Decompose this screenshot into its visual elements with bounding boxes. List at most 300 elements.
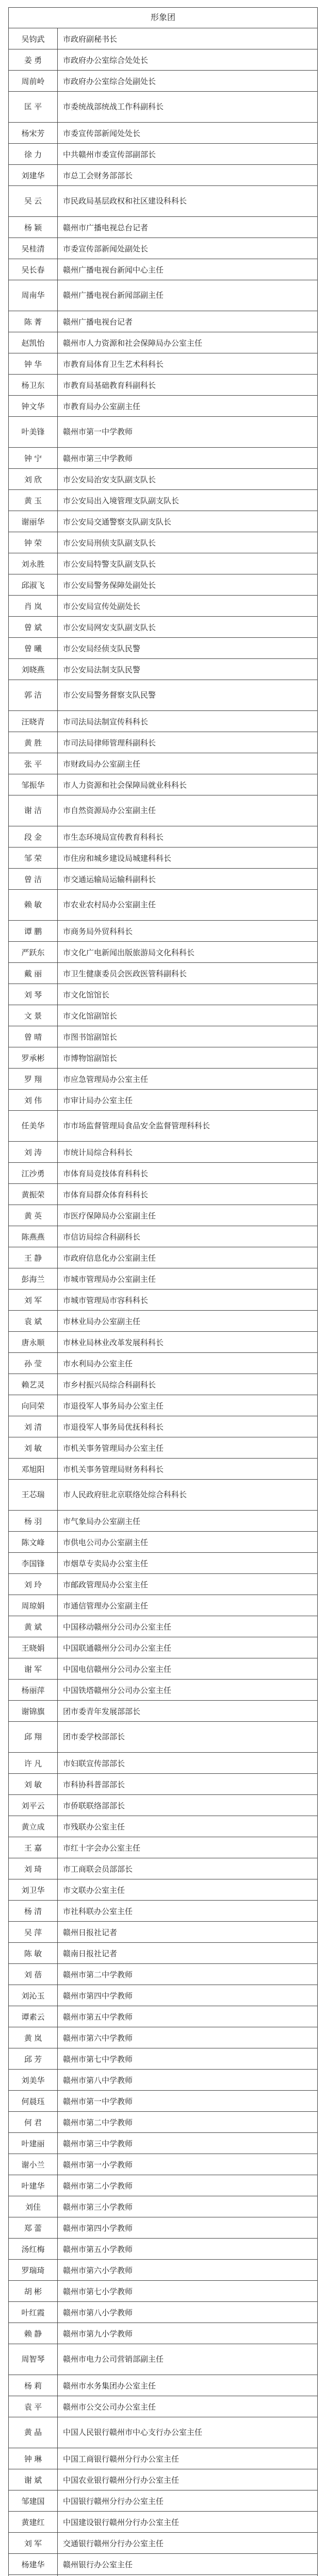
row-name: 谭素云 [9, 2006, 58, 2027]
row-name: 谢丽华 [9, 511, 58, 532]
row-name: 杨丽萍 [9, 1680, 58, 1701]
table-row [9, 1374, 318, 1395]
row-name: 段 金 [9, 826, 58, 848]
row-name: 戴 丽 [9, 963, 58, 984]
table-row [9, 2417, 318, 2448]
row-name: 王 静 [9, 1247, 58, 1268]
row-role: 市退役军人事务局办公室主任 [58, 1395, 318, 1416]
table-row [9, 2027, 318, 2048]
table-row [9, 1595, 318, 1616]
row-role: 市政府办公室综合处处长 [58, 49, 318, 71]
table-row [9, 1311, 318, 1332]
row-role: 市科协科普部部长 [58, 1774, 318, 1795]
row-role: 市教育局办公室副主任 [58, 396, 318, 417]
row-name: 刘建华 [9, 165, 58, 186]
row-name: 黄 玉 [9, 490, 58, 511]
row-name: 何晨珏 [9, 2091, 58, 2112]
row-name: 刘晓燕 [9, 659, 58, 680]
row-name: 邹 荣 [9, 848, 58, 869]
row-name: 黄 胜 [9, 732, 58, 753]
row-role: 市通信管理办公室副主任 [58, 1595, 318, 1616]
row-role: 市公安局刑侦支队副支队长 [58, 532, 318, 553]
row-role: 市医疗保障局办公室副主任 [58, 1205, 318, 1226]
table-row [9, 2112, 318, 2133]
row-name: 何 君 [9, 2112, 58, 2133]
table-row [9, 1184, 318, 1205]
table-row [9, 217, 318, 238]
row-name: 袁 斌 [9, 1311, 58, 1332]
table-row [9, 984, 318, 1005]
row-role: 赣州市第三中学教师 [58, 448, 318, 469]
row-name: 汪晓青 [9, 711, 58, 732]
row-role: 赣州市第二小学教师 [58, 2175, 318, 2196]
table-row [9, 1395, 318, 1416]
row-role: 赣州市第六中学教师 [58, 2027, 318, 2048]
row-name: 彭海兰 [9, 1268, 58, 1290]
table-row [9, 1616, 318, 1637]
row-role: 市委宣传部新闻处处长 [58, 123, 318, 144]
row-role: 市博物馆副馆长 [58, 1047, 318, 1069]
row-name: 匡 平 [9, 92, 58, 123]
table-row [9, 92, 318, 123]
row-name: 孙 莹 [9, 1353, 58, 1374]
row-name: 徐 力 [9, 144, 58, 165]
row-role: 市农业农村局办公室副主任 [58, 890, 318, 921]
row-name: 黄振荣 [9, 1184, 58, 1205]
row-role: 中国建设银行赣州分行办公室主任 [58, 2512, 318, 2533]
row-name: 钟 荣 [9, 532, 58, 553]
row-name: 刘卫华 [9, 1879, 58, 1901]
row-role: 市住房和城乡建设局城建科科长 [58, 848, 318, 869]
table-title: 形象团 [8, 7, 318, 28]
row-role: 市卫生健康委员会医政医管科副科长 [58, 963, 318, 984]
row-role: 市水利局办公室主任 [58, 1353, 318, 1374]
row-name: 叶建华 [9, 2175, 58, 2196]
table-row [9, 753, 318, 774]
row-role: 赣州市第八小学教师 [58, 2302, 318, 2323]
table-row [9, 353, 318, 375]
row-role: 市公安局警务督察支队民警 [58, 680, 318, 711]
row-role: 中共赣州市委宣传部副部长 [58, 144, 318, 165]
table-row [9, 532, 318, 553]
row-role: 市林业局林业改革发展科科长 [58, 1332, 318, 1353]
row-name: 王芯瑞 [9, 1480, 58, 1511]
row-role: 团市委青年发展部部长 [58, 1701, 318, 1722]
row-name: 曾 斌 [9, 617, 58, 638]
row-name: 杨 莉 [9, 2375, 58, 2396]
row-role: 市公安局法制支队民警 [58, 659, 318, 680]
table-row [9, 1416, 318, 1437]
table-row [9, 490, 318, 511]
row-name: 刘 欣 [9, 469, 58, 490]
row-name: 罗承彬 [9, 1047, 58, 1069]
table-row [9, 280, 318, 311]
row-role: 赣州广播电视台新闻部副主任 [58, 280, 318, 311]
table-row [9, 659, 318, 680]
row-name: 赖艺灵 [9, 1374, 58, 1395]
table-row [9, 1532, 318, 1553]
table-row [9, 2070, 318, 2091]
table-row [9, 511, 318, 532]
row-role: 赣州市第四中学教师 [58, 1985, 318, 2006]
row-name: 黄 岚 [9, 2027, 58, 2048]
table-row [9, 1090, 318, 1111]
row-role: 市公安局警务保障处副处长 [58, 574, 318, 596]
table-row [9, 375, 318, 396]
table-row [9, 2469, 318, 2490]
table-row [9, 2006, 318, 2027]
row-role: 市体育局竞技体育科科长 [58, 1163, 318, 1184]
table-row [9, 2554, 318, 2575]
table-row [9, 2490, 318, 2512]
row-name: 陈文峰 [9, 1532, 58, 1553]
row-role: 市委宣传部新闻处副处长 [58, 238, 318, 259]
row-name: 杨 清 [9, 1901, 58, 1922]
row-name: 叶建丽 [9, 2133, 58, 2154]
row-role: 市公安局出入境管理支队副支队长 [58, 490, 318, 511]
row-name: 钟 华 [9, 353, 58, 375]
table-row [9, 2512, 318, 2533]
row-role: 赣州市电力公司营销部副主任 [58, 2344, 318, 2375]
table-row [9, 1858, 318, 1879]
table-row [9, 1163, 318, 1184]
row-role: 赣州市广播电视总台记者 [58, 217, 318, 238]
row-role: 市社科联办公室主任 [58, 1901, 318, 1922]
row-name: 严跃东 [9, 942, 58, 963]
row-name: 叶红霞 [9, 2302, 58, 2323]
row-name: 陈 菁 [9, 311, 58, 332]
table-row [9, 1069, 318, 1090]
row-name: 陈 敏 [9, 1943, 58, 1964]
row-name: 罗瑞琦 [9, 2260, 58, 2281]
row-name: 杨卫东 [9, 375, 58, 396]
row-name: 杨建华 [9, 2554, 58, 2575]
row-name: 杨 羽 [9, 1511, 58, 1532]
row-role: 市人民政府驻北京联络处综合科科长 [58, 1480, 318, 1511]
table-row [9, 1795, 318, 1816]
row-role: 市城市管理局办公室副主任 [58, 1268, 318, 1290]
document [8, 0, 318, 2576]
row-name: 李国锋 [9, 1553, 58, 1574]
row-role: 市图书馆副馆长 [58, 1026, 318, 1047]
row-name: 刘永胜 [9, 553, 58, 574]
table-row [9, 238, 318, 259]
row-role: 市机关事务管理局财务科科长 [58, 1459, 318, 1480]
row-role: 市公安局治安支队副支队长 [58, 469, 318, 490]
row-role: 市商务局外贸科科长 [58, 921, 318, 942]
row-name: 刘 琴 [9, 984, 58, 1005]
row-name: 吴 云 [9, 186, 58, 217]
row-name: 曾 洁 [9, 869, 58, 890]
table-row [9, 1511, 318, 1532]
row-role: 赣州市第三小学教师 [58, 2196, 318, 2217]
table-row [9, 2533, 318, 2554]
row-role: 市文化馆馆长 [58, 984, 318, 1005]
table-row [9, 417, 318, 448]
row-name: 黄 英 [9, 1205, 58, 1226]
row-name: 谢 斌 [9, 2469, 58, 2490]
row-role: 市应急管理局办公室主任 [58, 1069, 318, 1090]
row-name: 周南华 [9, 280, 58, 311]
table-row [9, 1247, 318, 1268]
table-row [9, 1332, 318, 1353]
row-role: 中国移动赣州分公司办公室主任 [58, 1616, 318, 1637]
roster-table [8, 28, 318, 2576]
row-name: 刘沁玉 [9, 1985, 58, 2006]
table-row [9, 2048, 318, 2070]
row-name: 刘 军 [9, 2533, 58, 2554]
row-name: 向同荣 [9, 1395, 58, 1416]
row-name: 邹建国 [9, 2490, 58, 2512]
row-name: 汤红梅 [9, 2239, 58, 2260]
row-name: 刘 敏 [9, 1774, 58, 1795]
row-role: 赣州市公交公司办公室主任 [58, 2396, 318, 2417]
table-row [9, 144, 318, 165]
table-row [9, 1268, 318, 1290]
table-row [9, 942, 318, 963]
table-row [9, 2091, 318, 2112]
row-name: 张 平 [9, 753, 58, 774]
table-row [9, 2175, 318, 2196]
row-name: 许 凡 [9, 1753, 58, 1774]
row-role: 赣州市第五中学教师 [58, 2006, 318, 2027]
table-row [9, 732, 318, 753]
row-role: 市公安局网安支队副支队长 [58, 617, 318, 638]
row-role: 市妇联宣传部部长 [58, 1753, 318, 1774]
row-role: 市城市管理局市容科科长 [58, 1290, 318, 1311]
row-role: 市生态环境局宣传教育科科长 [58, 826, 318, 848]
row-name: 赵凯怡 [9, 332, 58, 353]
table-row [9, 617, 318, 638]
table-row [9, 2281, 318, 2302]
table-row [9, 1722, 318, 1753]
row-name: 钟 宁 [9, 448, 58, 469]
row-role: 赣州广播电视台记者 [58, 311, 318, 332]
row-name: 刘 涛 [9, 1142, 58, 1163]
table-row [9, 448, 318, 469]
table-row [9, 774, 318, 795]
row-role: 赣州市第七中学教师 [58, 2048, 318, 2070]
row-name: 吴 萍 [9, 1922, 58, 1943]
row-role: 市教育局体育卫生艺术科科长 [58, 353, 318, 375]
table-row [9, 311, 318, 332]
row-name: 胡 彬 [9, 2281, 58, 2302]
table-row [9, 1437, 318, 1459]
row-role: 市司法局法制宣传科科长 [58, 711, 318, 732]
table-row [9, 1837, 318, 1858]
row-name: 邱 芳 [9, 2048, 58, 2070]
table-row [9, 1774, 318, 1795]
row-name: 谢 洁 [9, 795, 58, 826]
table-row [9, 553, 318, 574]
row-name: 刘 蓓 [9, 1964, 58, 1985]
table-row [9, 2396, 318, 2417]
table-row [9, 2133, 318, 2154]
row-name: 任美华 [9, 1111, 58, 1142]
table-row [9, 826, 318, 848]
row-role: 市文化馆副馆长 [58, 1005, 318, 1026]
row-name: 刘 清 [9, 1416, 58, 1437]
row-name: 黄建红 [9, 2512, 58, 2533]
row-role: 市人力资源和社会保障局就业科科长 [58, 774, 318, 795]
table-row [9, 596, 318, 617]
row-role: 赣州银行办公室主任 [58, 2554, 318, 2575]
row-role: 市市场监督管理局食品安全监督管理科科长 [58, 1111, 318, 1142]
table-row [9, 2217, 318, 2239]
table-row [9, 1964, 318, 1985]
row-role: 赣州市第五小学教师 [58, 2239, 318, 2260]
table-row [9, 1985, 318, 2006]
row-role: 赣州市第八中学教师 [58, 2070, 318, 2091]
table-row [9, 1226, 318, 1247]
table-row [9, 1142, 318, 1163]
row-role: 市政府信息化办公室副主任 [58, 1247, 318, 1268]
table-row [9, 165, 318, 186]
row-role: 赣州市第六小学教师 [58, 2260, 318, 2281]
row-role: 市民政局基层政权和社区建设科科长 [58, 186, 318, 217]
row-role: 市退役军人事务局优抚科科长 [58, 1416, 318, 1437]
row-role: 赣州市第二中学教师 [58, 2112, 318, 2133]
table-row [9, 680, 318, 711]
row-name: 刘 玲 [9, 1574, 58, 1595]
row-role: 市交通运输局运输科副科长 [58, 869, 318, 890]
row-name: 邓旭阳 [9, 1459, 58, 1480]
table-row [9, 574, 318, 596]
table-row [9, 1701, 318, 1722]
row-name: 周智琴 [9, 2344, 58, 2375]
row-name: 刘美华 [9, 2070, 58, 2091]
row-role: 赣州市第三中学教师 [58, 2133, 318, 2154]
row-name: 刘 军 [9, 1290, 58, 1311]
row-name: 谢小兰 [9, 2154, 58, 2175]
row-name: 谭 鹏 [9, 921, 58, 942]
table-row [9, 1290, 318, 1311]
row-name: 谢锦旗 [9, 1701, 58, 1722]
row-name: 吴桂清 [9, 238, 58, 259]
row-role: 市公安局经侦支队民警 [58, 638, 318, 659]
row-role: 市体育局群众体育科科长 [58, 1184, 318, 1205]
table-row [9, 1943, 318, 1964]
row-name: 曾 曦 [9, 638, 58, 659]
row-role: 中国人民银行赣州市中心支行办公室主任 [58, 2417, 318, 2448]
row-name: 肖 岚 [9, 596, 58, 617]
row-name: 黄 晶 [9, 2417, 58, 2448]
row-role: 市公安局特警支队副支队长 [58, 553, 318, 574]
table-row [9, 332, 318, 353]
row-name: 邱 翔 [9, 1722, 58, 1753]
table-row [9, 1574, 318, 1595]
table-row [9, 848, 318, 869]
row-name: 刘 伟 [9, 1090, 58, 1111]
row-name: 赖 静 [9, 2323, 58, 2344]
row-role: 赣州市人力资源和社会保障局办公室主任 [58, 332, 318, 353]
table-row [9, 1111, 318, 1142]
row-name: 周琼娟 [9, 1595, 58, 1616]
row-name: 曾 晴 [9, 1026, 58, 1047]
row-role: 交通银行赣州分行办公室主任 [58, 2533, 318, 2554]
table-row [9, 123, 318, 144]
row-role: 赣州市第一中学教师 [58, 417, 318, 448]
table-row [9, 1005, 318, 1026]
row-role: 中国联通赣州分公司办公室主任 [58, 1637, 318, 1658]
table-row [9, 2154, 318, 2175]
table-row [9, 795, 318, 826]
table-row [9, 890, 318, 921]
row-name: 周前岭 [9, 71, 58, 92]
row-name: 钟文华 [9, 396, 58, 417]
row-role: 赣州市第七小学教师 [58, 2281, 318, 2302]
table-row [9, 259, 318, 280]
row-name: 吴钧武 [9, 28, 58, 49]
row-role: 赣州市第九小学教师 [58, 2323, 318, 2344]
row-role: 赣州广播电视台新闻中心主任 [58, 259, 318, 280]
table-row [9, 1459, 318, 1480]
row-role: 赣州日报社记者 [58, 1922, 318, 1943]
table-row [9, 2302, 318, 2323]
table-row [9, 71, 318, 92]
row-name: 黄立成 [9, 1816, 58, 1837]
row-role: 市政府办公室综合处副处长 [58, 71, 318, 92]
row-role: 中国电信赣州分公司办公室主任 [58, 1658, 318, 1680]
row-role: 市总工会财务部部长 [58, 165, 318, 186]
row-name: 罗 翔 [9, 1069, 58, 1090]
row-role: 市政府副秘书长 [58, 28, 318, 49]
table-row [9, 186, 318, 217]
table-row [9, 1879, 318, 1901]
table-row [9, 1753, 318, 1774]
table-row [9, 2448, 318, 2469]
roster-body [9, 28, 318, 2576]
row-name: 吴长春 [9, 259, 58, 280]
table-row [9, 1047, 318, 1069]
table-row [9, 711, 318, 732]
row-role: 市烟草专卖局办公室主任 [58, 1553, 318, 1574]
row-role: 中国铁塔赣州分公司办公室主任 [58, 1680, 318, 1701]
table-row [9, 963, 318, 984]
row-role: 市财政局办公室副主任 [58, 753, 318, 774]
row-name: 文 景 [9, 1005, 58, 1026]
table-row [9, 2323, 318, 2344]
row-role: 市统计局综合科科长 [58, 1142, 318, 1163]
row-role: 市气象局办公室副主任 [58, 1511, 318, 1532]
row-name: 刘 琦 [9, 1858, 58, 1879]
row-role: 市机关事务管理局办公室主任 [58, 1437, 318, 1459]
row-name: 袁 平 [9, 2396, 58, 2417]
table-row [9, 1816, 318, 1837]
row-name: 邹振华 [9, 774, 58, 795]
table-row [9, 1480, 318, 1511]
row-role: 市残联办公室主任 [58, 1816, 318, 1837]
row-role: 赣州市第二中学教师 [58, 1964, 318, 1985]
table-row [9, 869, 318, 890]
row-role: 市公安局交通警察支队副支队长 [58, 511, 318, 532]
row-name: 姜 勇 [9, 49, 58, 71]
row-name: 刘 敏 [9, 1437, 58, 1459]
row-role: 中国工商银行赣州分行办公室主任 [58, 2448, 318, 2469]
table-row [9, 1922, 318, 1943]
row-role: 市林业局办公室副主任 [58, 1311, 318, 1332]
row-name: 陈燕燕 [9, 1226, 58, 1247]
row-name: 刘佳 [9, 2196, 58, 2217]
row-role: 赣南日报社记者 [58, 1943, 318, 1964]
row-role: 市公安局宣传处副处长 [58, 596, 318, 617]
row-name: 谢 军 [9, 1658, 58, 1680]
row-name: 郭 洁 [9, 680, 58, 711]
table-row [9, 469, 318, 490]
row-name: 郑 蕾 [9, 2217, 58, 2239]
table-row [9, 2344, 318, 2375]
table-row [9, 2196, 318, 2217]
